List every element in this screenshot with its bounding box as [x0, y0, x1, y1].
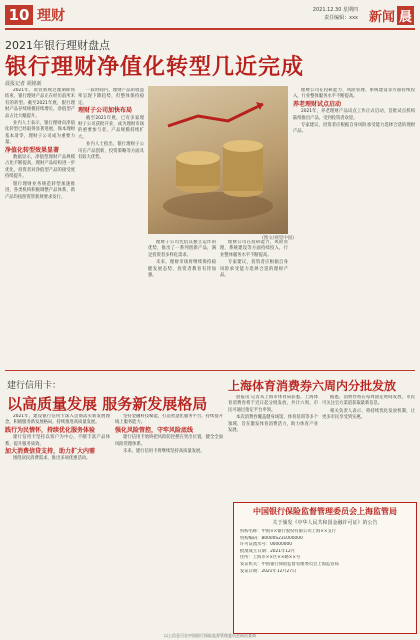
paragraph: 建行信用卡始终把风险防控摆在突出位置，健全全面风险管理体系。 — [115, 435, 223, 447]
paragraph: 围绕居民消费需求，推出多项优惠活动。 — [13, 456, 91, 462]
notice-line: 发证机关：中国银行保险监督管理委员会上海监管局 — [240, 561, 339, 567]
paragraph: 2021年，养老理财产品试点工作正式启动，首批试点机构陆续推出产品，受到投资者欢迎。 — [293, 109, 415, 121]
article2-column-1 — [5, 414, 110, 632]
paragraph: 银行理财业务规范转型加速推进，各类机构积极调整产品体系，新产品均按照资管新规要求发行。 — [5, 181, 75, 200]
article2-headline: 以高质量发展 服务新发展格局 — [7, 395, 208, 413]
paragraph: 专家建议，投资者应根据自身风险承受能力选择合适的理财产品。 — [220, 260, 288, 279]
article1-column-1 — [5, 88, 75, 366]
logo-mark: 晨 — [397, 6, 414, 25]
paragraph: 理财公司在投研能力、风险管理、系统建设等方面持续投入，行业整体服务水平不断提高。 — [220, 240, 288, 258]
paragraph: 建行信用卡坚持以客户为中心，不断丰富产品体系，提升服务质效。 — [5, 435, 110, 447]
article3-headline: 上海体育消费券六周内分批发放 — [228, 379, 397, 393]
article2-kicker: 建行信用卡： — [7, 381, 62, 391]
article3-column-1 — [228, 395, 318, 499]
notice-line: 批准成立日期：2021年12月 — [240, 548, 296, 554]
paragraph: 业内人士指出，银行理财子公司在产品创新、投资策略等方面具有较大优势。 — [78, 142, 144, 161]
date-text: 2021.12.30 星期四 — [312, 7, 358, 13]
article1-column-3 — [148, 240, 216, 366]
coins-illustration — [148, 86, 288, 234]
regulatory-notice — [233, 502, 417, 634]
paragraph: 本次消费券覆盖健身场馆、体育培训等多个领域，旨在激发体育消费活力，助力体育产业发展。 — [228, 415, 318, 434]
paragraph: 相关负责人表示，将持续优化发放机制，让更多市民享受到实惠。 — [322, 408, 415, 421]
page-number: 10 — [5, 5, 33, 25]
paragraph: 晨报讯 记者从上海市体育局获悉，上海体育消费券将于近日起分批发放，共计六周，市民可通过指定平台申领。 — [228, 395, 318, 413]
notice-line: 许可证流水号：00000000 — [240, 542, 292, 548]
notice-subtitle: 关于颁发《中华人民共和国金融许可证》的公告 — [272, 520, 378, 526]
paragraph: 2021年，资管新规过渡期即将结束，银行理财产品正在经历前所未有的转型。截至2021年底，银行理财产品存续规模持续增长，净值型产品占比大幅提升。 — [5, 88, 75, 119]
subheading: 践行为民情怀，持续优化服务体验 — [5, 426, 96, 434]
page-header — [0, 0, 420, 30]
notice-line: 住所：上海市××区××路××号 — [240, 555, 301, 561]
photo-caption: (图文/视觉中国) — [262, 236, 295, 241]
notice-title: 中国银行保险监督管理委员会上海监管局 — [253, 507, 397, 516]
paragraph: 专家建议，投资者应根据自身风险承受能力选择合适的理财产品。 — [293, 123, 415, 135]
paragraph: 数据显示，净值型理财产品规模占比不断提高，理财产品结构进一步优化，投资者对净值型产品的接受度持续提升。 — [5, 155, 75, 180]
article1-column-2 — [78, 88, 144, 366]
subheading: 养老理财试点启动 — [293, 100, 342, 108]
paragraph: 理财公司在投研能力、风险管理、系统建设等方面持续投入，行业整体服务水平不断提高。 — [293, 88, 415, 100]
paragraph: 未来，理财市场将继续保持稳健发展态势，投资者教育有待加强。 — [148, 260, 216, 279]
notice-line: 机构编码：B0000S231000000 — [240, 535, 303, 541]
article1-headline: 银行理财净值化转型几近完成 — [5, 55, 305, 80]
paragraph: 未来，建行信用卡将继续坚持高质量发展。 — [123, 449, 205, 455]
article1-photo — [148, 86, 288, 234]
editor-text: 责任编辑：xxx — [324, 15, 358, 21]
paragraph: 业内人士表示，银行理财向净值化转型已经取得显著进展，保本理财基本清零，理财子公司成为重要力量。 — [5, 121, 75, 146]
subheading: 理财子公司加快布局 — [78, 107, 133, 115]
subheading: 加大消费信贷支持，助力扩大内需 — [5, 448, 96, 456]
article3-column-2 — [322, 395, 415, 499]
notice-body — [234, 526, 416, 578]
subheading: 净值化转型效果显著 — [5, 146, 60, 154]
paragraph: 据悉，消费券将在每周固定时间发放，市民可关注官方渠道获取最新信息。 — [322, 395, 415, 407]
paragraph: 截至2021年底，已有多家理财子公司获批开业，成为理财市场的重要参与者，产品规模持续扩大。 — [78, 115, 144, 140]
paragraph: 一段时间内，理财产品的收益率呈现下降趋势，但整体保持稳定。 — [78, 88, 144, 106]
section-title: 理财 — [37, 8, 65, 24]
section-divider — [5, 370, 415, 371]
notice-line: 发证日期：2021年12月27日 — [240, 568, 297, 574]
article2-column-2 — [115, 414, 223, 632]
date-line — [313, 6, 358, 22]
footer-note: 以上信息可在中国银行保险监督管理委员会网站查询 — [164, 633, 256, 638]
notice-line: 机构名称：中国××银行股份有限公司上海××支行 — [240, 529, 337, 534]
article1-byline: 晨报记者 胡铭新 — [5, 81, 42, 87]
paragraph: 2021年，建设银行信用卡深入贯彻落实新发展理念，积极服务新发展格局，持续推进高质量发展。 — [5, 414, 110, 426]
article1-kicker: 2021年银行理财盘点 — [5, 39, 110, 52]
newspaper-logo: 新闻 晨 — [364, 3, 414, 27]
subheading: 强化风险管控，守牢风险底线 — [115, 426, 194, 434]
article1-column-4 — [293, 88, 415, 366]
paragraph: 理财子公司凭借其独立运作的优势，推出了一系列创新产品，满足投资者多样化需求。 — [148, 240, 216, 258]
header-rule — [5, 28, 415, 30]
paragraph: 坚持金融科技赋能，打造智慧化服务平台，持续提升线上服务能力。 — [115, 414, 223, 426]
article1-column-3b — [220, 240, 288, 366]
